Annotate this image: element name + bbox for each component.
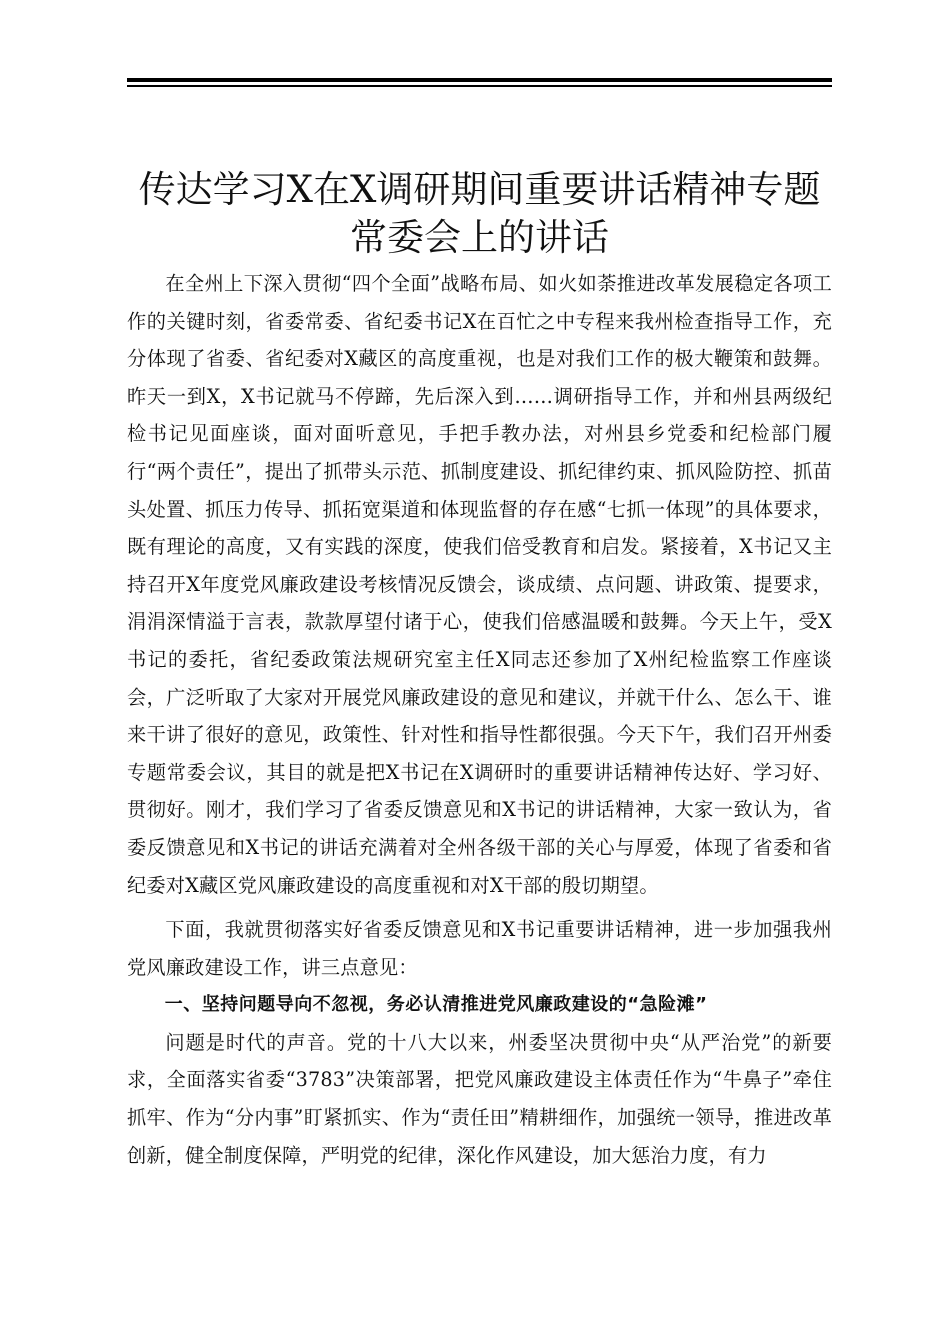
section-paragraph-1: 问题是时代的声音。党的十八大以来，州委坚决贯彻中央“从严治党”的新要求，全面落实省委“3783”决策部署，把党风廉政建设主体责任作为“牛鼻子”牵住抓牢、作为“分内事”盯紧抓实、作为“责任田”精耕细作，加强统一领导，推进改革创新，健全制度保障，严明党的纪律，深化作风建设，加大惩治力度，有力 (127, 1030, 832, 1167)
section-heading-1: 一、坚持问题导向不忽视，务必认清推进党风廉政建设的“急险滩” (164, 994, 708, 1016)
title-line-2: 常委会上的讲话 (350, 216, 609, 259)
document-title (127, 166, 832, 262)
body-paragraph-1: 在全州上下深入贯彻“四个全面”战略布局、如火如荼推进改革发展稳定各项工作的关键时刻，省委常委、省纪委书记X在百忙之中专程来我州检查指导工作，充分体现了省委、省纪委对X藏区的高度重视，也是对我们工作的极大鞭策和鼓舞。昨天一到X，X书记就马不停蹄，先后深入到……调研指导工作，并和州县两级纪检书记见面座谈，面对面听意见，手把手教办法，对州县乡党委和纪检部门履行“两个责任”，提出了抓带头示范、抓制度建设、抓纪律约束、抓风险防控、抓苗头处置、抓压力传导、抓拓宽渠道和体现监督的存在感“七抓一体现”的具体要求，既有理论的高度，又有实践的深度，使我们倍受教育和启发。紧接着，X书记又主持召开X年度党风廉政建设考核情况反馈会，谈成绩、点问题、讲政策、提要求，涓涓深情溢于言表，款款厚望付诸于心，使我们倍感温暖和鼓舞。今天上午，受X书记的委托，省纪委政策法规研究室主任X同志还参加了X州纪检监察工作座谈会，广泛听取了大家对开展党风廉政建设的意见和建议，并就干什么、怎么干、谁来干讲了很好的意见，政策性、针对性和指导性都很强。今天下午，我们召开州委专题常委会议，其目的就是把X书记在X调研时的重要讲话精神传达好、学习好、贯彻好。刚才，我们学习了省委反馈意见和X书记的讲话精神，大家一致认为，省委反馈意见和X书记的讲话充满着对全州各级干部的关心与厚爱，体现了省委和省纪委对X藏区党风廉政建设的高度重视和对X干部的殷切期望。 (127, 272, 832, 897)
header-rule-thin (127, 85, 832, 87)
document-body (127, 265, 832, 1174)
header-rule-thick (127, 78, 832, 82)
body-paragraph-2: 下面，我就贯彻落实好省委反馈意见和X书记重要讲话精神，进一步加强我州党风廉政建设工作，讲三点意见： (127, 918, 832, 979)
title-line-1: 传达学习X在X调研期间重要讲话精神专题 (138, 168, 821, 211)
